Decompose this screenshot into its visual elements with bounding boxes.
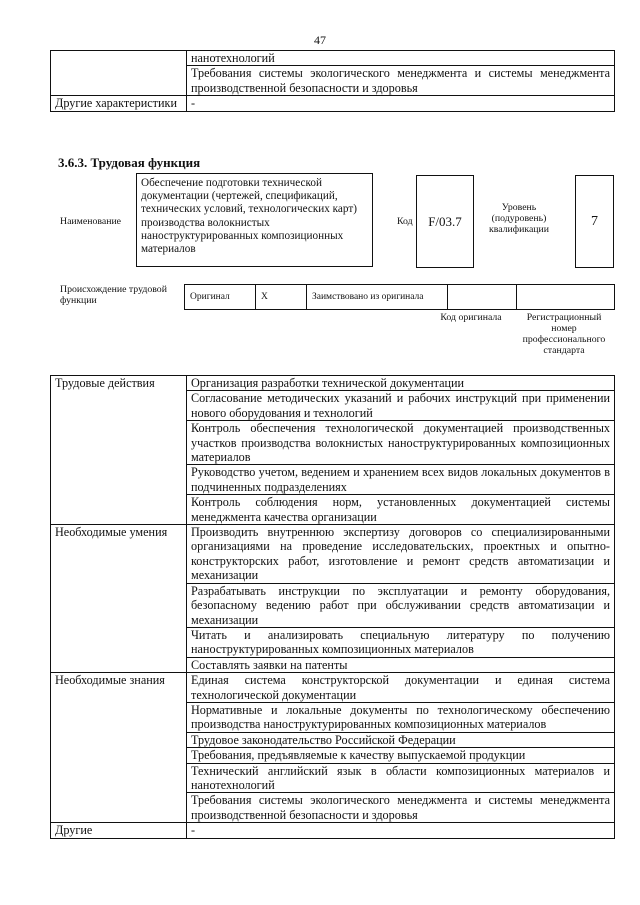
code-value: F/03.7 xyxy=(416,175,474,268)
table-row xyxy=(51,657,615,672)
table-row xyxy=(51,525,615,584)
table-row xyxy=(51,627,615,657)
level-label: Уровень (подуровень) квалификации xyxy=(488,202,550,235)
group-item: Единая система конструкторской документации и единая система технологической документации xyxy=(187,673,615,703)
function-name-value: Обеспечение подготовки технической документации (чертежей, спецификаций, технических условий, технологических карт) производства волокнистых наноструктурированных композиционных материалов xyxy=(136,173,373,267)
group-item: Трудовое законодательство Российской Федерации xyxy=(187,732,615,747)
group-label xyxy=(51,793,187,823)
table-row xyxy=(51,495,615,525)
group-item: Читать и анализировать специальную литературу по получению наноструктурированных композиционных материалов xyxy=(187,627,615,657)
table-row xyxy=(185,285,615,310)
group-item: - xyxy=(187,823,615,838)
reg-number-label: Регистрационный номер профессионального стандарта xyxy=(522,312,606,356)
group-label xyxy=(51,421,187,465)
group-label xyxy=(51,583,187,627)
table-row xyxy=(51,583,615,627)
code-original-cell xyxy=(448,285,517,310)
table-row xyxy=(51,96,615,111)
group-item: Руководство учетом, ведением и хранением всех видов локальных документов в подчиненных подразделениях xyxy=(187,465,615,495)
group-item: Организация разработки технической документации xyxy=(187,376,615,391)
group-label xyxy=(51,391,187,421)
original-mark: X xyxy=(256,285,307,310)
table-row xyxy=(51,391,615,421)
row-label xyxy=(51,66,187,96)
table-row xyxy=(51,421,615,465)
table-row xyxy=(51,465,615,495)
group-item: Производить внутреннюю экспертизу договоров со специализированными организациями на проведение исследовательских, проектных и опытно-конструкторских работ, изготовление и ремонт средств автоматизации и механизации xyxy=(187,525,615,584)
level-value: 7 xyxy=(575,175,614,268)
group-label xyxy=(51,763,187,793)
table-row xyxy=(51,673,615,703)
borrowed-label: Заимствовано из оригинала xyxy=(307,285,448,310)
group-label xyxy=(51,627,187,657)
original-label: Оригинал xyxy=(185,285,256,310)
group-item: Требования системы экологического менеджмента и системы менеджмента производственной безопасности и здоровья xyxy=(187,793,615,823)
section-title: 3.6.3. Трудовая функция xyxy=(58,155,201,170)
row-label: Другие характеристики xyxy=(51,96,187,111)
table-row xyxy=(51,748,615,763)
table-row xyxy=(51,823,615,838)
function-details-table xyxy=(50,375,615,839)
row-text: - xyxy=(187,96,615,111)
group-label: Необходимые знания xyxy=(51,673,187,703)
table-row xyxy=(51,702,615,732)
group-item: Требования, предъявляемые к качеству выпускаемой продукции xyxy=(187,748,615,763)
group-label xyxy=(51,495,187,525)
group-label xyxy=(51,657,187,672)
group-label xyxy=(51,732,187,747)
group-item: Контроль обеспечения технологической документацией производственных участков производства волокнистых наноструктурированных композиционных материалов xyxy=(187,421,615,465)
group-item: Согласование методических указаний и рабочих инструкций при применении нового оборудования и технологий xyxy=(187,391,615,421)
row-text: Требования системы экологического менеджмента и системы менеджмента производственной безопасности и здоровья xyxy=(187,66,615,96)
group-item: Нормативные и локальные документы по технологическому обеспечению производства наноструктурированных композиционных материалов xyxy=(187,702,615,732)
code-label: Код xyxy=(397,216,413,227)
row-text: нанотехнологий xyxy=(187,51,615,66)
group-item: Контроль соблюдения норм, установленных документацией системы менеджмента качества организации xyxy=(187,495,615,525)
group-label: Другие xyxy=(51,823,187,838)
table-row xyxy=(51,732,615,747)
page-number: 47 xyxy=(314,33,326,47)
group-label xyxy=(51,702,187,732)
group-label: Трудовые действия xyxy=(51,376,187,391)
group-label: Необходимые умения xyxy=(51,525,187,584)
reg-number-cell xyxy=(517,285,615,310)
table-row xyxy=(51,376,615,391)
group-label xyxy=(51,465,187,495)
table-row xyxy=(51,66,615,96)
origin-label: Происхождение трудовой функции xyxy=(60,284,167,306)
table-row xyxy=(51,51,615,66)
row-label xyxy=(51,51,187,66)
table-row xyxy=(51,763,615,793)
code-original-label: Код оригинала xyxy=(440,312,502,323)
continued-table xyxy=(50,50,615,112)
group-label xyxy=(51,748,187,763)
name-label: Наименование xyxy=(60,216,122,227)
origin-table xyxy=(184,284,615,310)
group-item: Составлять заявки на патенты xyxy=(187,657,615,672)
group-item: Разрабатывать инструкции по эксплуатации и ремонту оборудования, безопасному ведению работ при обслуживании средств автоматизации и механизации xyxy=(187,583,615,627)
table-row xyxy=(51,793,615,823)
group-item: Технический английский язык в области композиционных материалов и нанотехнологий xyxy=(187,763,615,793)
